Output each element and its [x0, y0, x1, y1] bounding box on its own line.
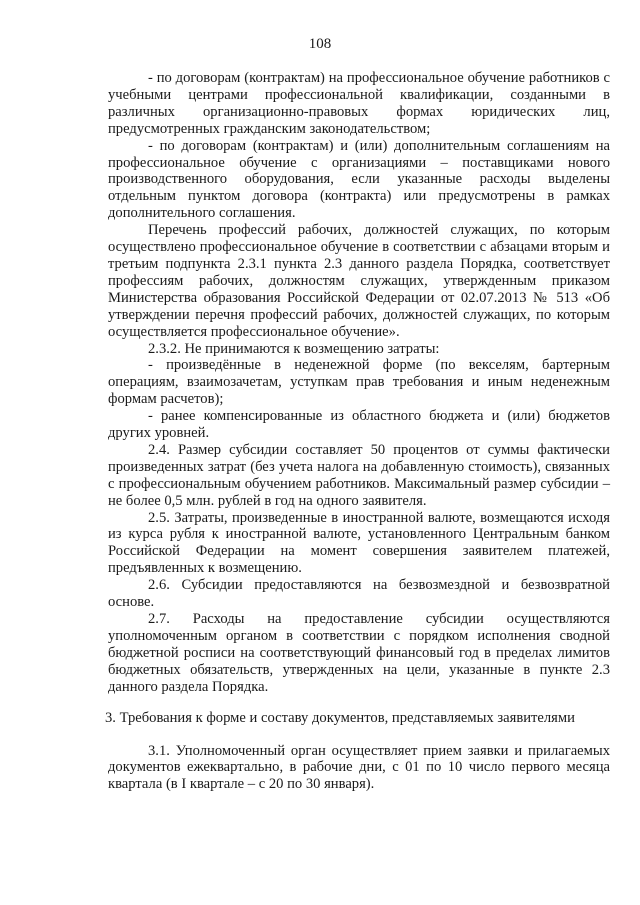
paragraph-2-4: 2.4. Размер субсидии составляет 50 процентов от суммы фактически произведенных затрат (без учета налога на добавленную стоимость), связанных с профессиональным обучением работников. Максимальный размер субсидии – не более 0,5 млн. рублей в год на одного заявителя. — [108, 441, 610, 509]
paragraph-2-3-2: 2.3.2. Не принимаются к возмещению затраты: — [148, 340, 440, 357]
paragraph-3-1: 3.1. Уполномоченный орган осуществляет прием заявки и прилагаемых документов ежеквартально, в рабочие дни, с 01 по 10 число первого месяца квартала (в I квартале – с 20 по 30 января). — [108, 742, 610, 793]
paragraph-2-5: 2.5. Затраты, произведенные в иностранной валюте, возмещаются исходя из курса рубля к иностранной валюте, установленного Центральным банком Российской Федерации на момент совершения заявителем платежей, предъявленных к возмещению. — [108, 509, 610, 577]
paragraph-contracts-training-centers: - по договорам (контрактам) на профессиональное обучение работников с учебными центрами профессиональной квалификации, созданными в различных организационно-правовых формах юридических лиц, предусмотренных гражданским законодательством; — [108, 70, 610, 137]
page-number: 108 — [308, 36, 332, 52]
paragraph-professions-list: Перечень профессий рабочих, должностей служащих, по которым осуществлено профессиональное обучение в соответствии с абзацами вторым и третьим подпункта 2.3.1 пункта 2.3 данного раздела Порядка, соответствует профессиям рабочих, должностям служащих, утвержденным приказом Министерства образования Российской Федерации от 02.07.2013 № 513 «Об утверждении перечня профессий рабочих, должностей служащих, по которым осуществляется профессиональное обучение». — [108, 222, 610, 340]
document-body — [105, 70, 610, 793]
paragraph-non-monetary-form: - произведённые в неденежной форме (по векселям, бартерным операциям, взаимозачетам, уступкам прав требования и иным неденежным формам расчетов); — [108, 357, 610, 408]
paragraph-contracts-equipment-suppliers: - по договорам (контрактам) и (или) дополнительным соглашениям на профессиональное обучение с организациями – поставщиками нового производственного оборудования, если указанные расходы выделены отдельным пунктом договора (контракта) или предусмотрены в рамках дополнительного соглашения. — [108, 137, 610, 222]
paragraph-2-6: 2.6. Субсидии предоставляются на безвозмездной и безвозвратной основе. — [108, 577, 610, 611]
paragraph-previously-compensated: - ранее компенсированные из областного бюджета и (или) бюджетов других уровней. — [108, 408, 610, 442]
section-heading: 3. Требования к форме и составу документов, представляемых заявителями — [105, 709, 575, 726]
paragraph-2-7: 2.7. Расходы на предоставление субсидии осуществляются уполномоченным органом в соответствии с порядком исполнения сводной бюджетной росписи на соответствующий финансовый год в пределах лимитов бюджетных обязательств, утвержденных на цели, указанные в пункте 2.3 данного раздела Порядка. — [108, 611, 610, 695]
